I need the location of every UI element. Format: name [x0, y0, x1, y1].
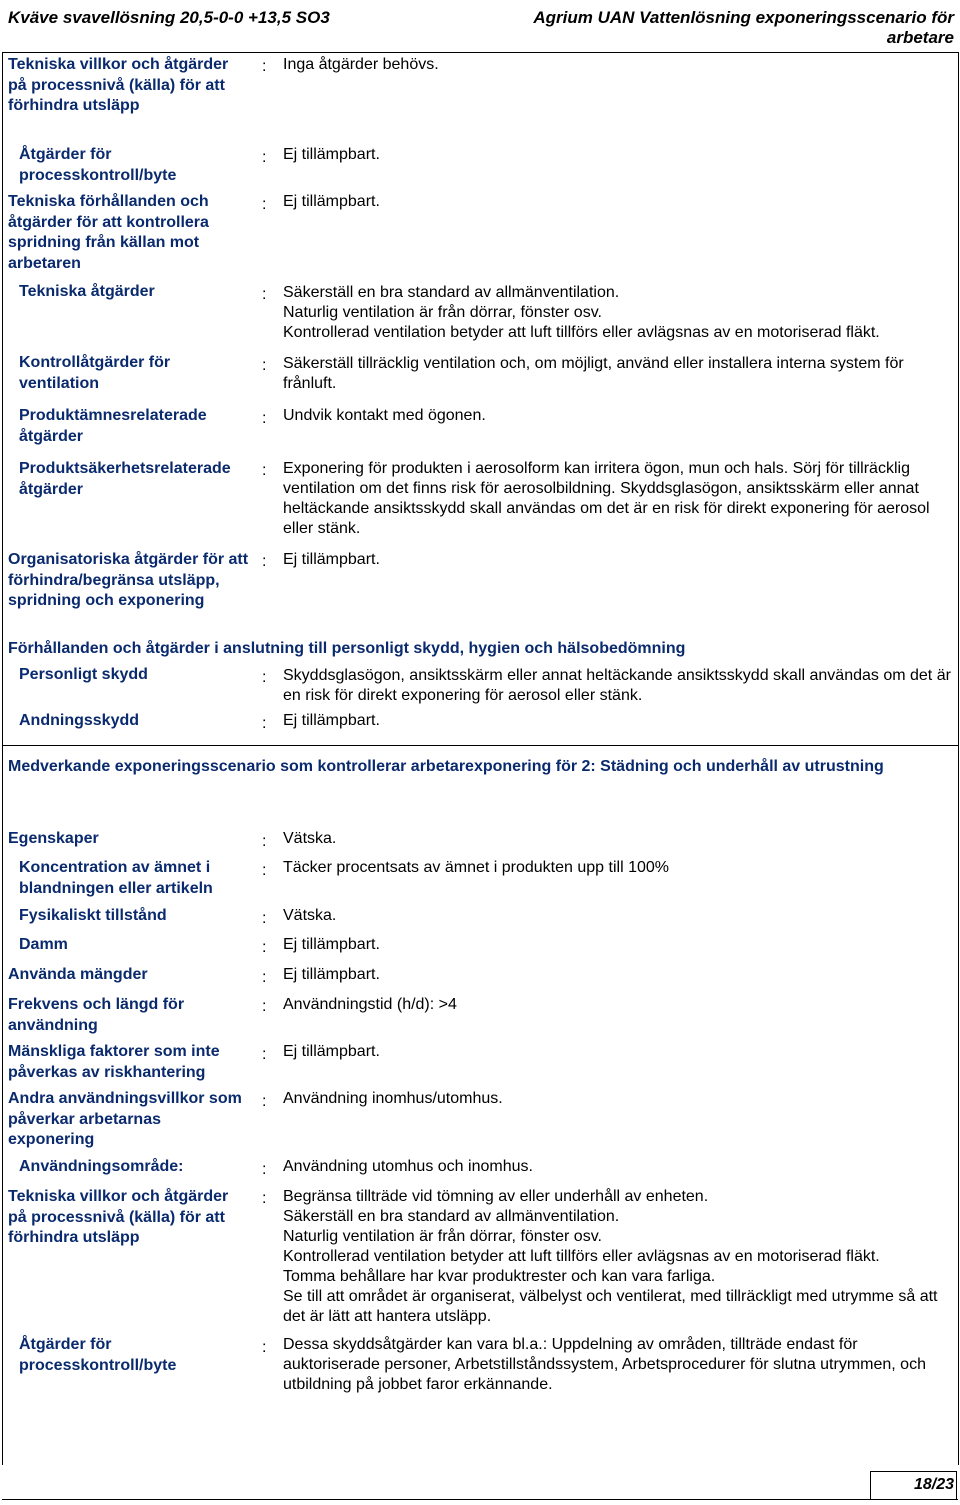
label-respiratory-protection: Andningsskydd: [19, 712, 140, 729]
colon: :: [262, 833, 267, 850]
colon: :: [262, 58, 267, 75]
value-organisational-measures: Ej tillämpbart.: [283, 551, 380, 568]
label-dust: Damm: [19, 936, 68, 953]
label-concentration: Koncentration av ämnet i blandningen eller artikeln: [19, 859, 213, 897]
value-technical-conditions-2: Begränsa tillträde vid tömning av eller underhåll av enheten. Säkerställ en bra standard av allmänventilation. Naturlig ventilation är från dörrar, fönster osv. Kontrollerad ventilation betyder att luft tillförs eller avlägsnas av en motoriserad fläkt. Tomma behållare har kvar produktrester och kan vara farliga. Se till att området är organiserat, välbelyst och ventilerat, med tillräckligt med utrymme så att det är lätt att hantera utsläpp.: [283, 1188, 938, 1325]
value-process-control: Ej tillämpbart.: [283, 146, 380, 163]
colon: :: [262, 410, 267, 427]
label-ventilation-control: Kontrollåtgärder för ventilation: [19, 354, 171, 392]
colon: :: [262, 862, 267, 879]
page-number: 18/23: [913, 1476, 954, 1493]
value-ventilation-control: Säkerställ tillräcklig ventilation och, om möjligt, använd eller installera interna system för frånluft.: [283, 355, 904, 392]
value-properties: Vätska.: [283, 830, 337, 847]
colon: :: [262, 715, 267, 732]
colon: :: [262, 1093, 267, 1110]
value-substance-measures: Undvik kontakt med ögonen.: [283, 407, 486, 424]
section-title-personal-protection: Förhållanden och åtgärder i anslutning till personligt skydd, hygien och hälsobedömning: [8, 640, 686, 657]
value-human-factors: Ej tillämpbart.: [283, 1043, 380, 1060]
label-technical-measures: Tekniska åtgärder: [19, 283, 155, 300]
colon: :: [262, 196, 267, 213]
colon: :: [262, 553, 267, 570]
colon: :: [262, 1339, 267, 1356]
colon: :: [262, 669, 267, 686]
section-title-cleaning-maintenance: Medverkande exponeringsscenario som kontrollerar arbetarexponering för 2: Städning och underhåll av utrustning: [8, 758, 884, 775]
value-process-control-2: Dessa skyddsåtgärder kan vara bl.a.: Uppdelning av områden, tillträde endast för auktoriserade personer, Arbetstillståndssystem, Arbetsprocedurer för slutna utrymmen, och utbildning på jobbet faror erkännande.: [283, 1336, 926, 1393]
value-technical-dispersion: Ej tillämpbart.: [283, 193, 380, 210]
label-substance-measures: Produktämnesrelaterade åtgärder: [19, 407, 207, 445]
document-header-product: Kväve svavellösning 20,5-0-0 +13,5 SO3: [8, 8, 330, 27]
label-other-conditions: Andra användningsvillkor som påverkar arbetarnas exponering: [8, 1090, 242, 1148]
label-technical-conditions-2: Tekniska villkor och åtgärder på processnivå (källa) för att förhindra utsläpp: [8, 1188, 229, 1246]
document-header-scenario: Agrium UAN Vattenlösning exponeringsscenario för arbetare: [533, 8, 954, 47]
label-amounts-used: Använda mängder: [8, 966, 148, 983]
colon: :: [262, 1046, 267, 1063]
label-technical-dispersion: Tekniska förhållanden och åtgärder för att kontrollera spridning från källan mot arbetaren: [8, 193, 209, 272]
value-technical-measures: Säkerställ en bra standard av allmänventilation. Naturlig ventilation är från dörrar, fönster osv. Kontrollerad ventilation betyder att luft tillförs eller avlägsnas av en motoriserad fläkt.: [283, 284, 880, 341]
label-properties: Egenskaper: [8, 830, 99, 847]
label-area-of-use: Användningsområde:: [19, 1158, 184, 1175]
colon: :: [262, 357, 267, 374]
label-product-safety-measures: Produktsäkerhetsrelaterade åtgärder: [19, 460, 231, 498]
colon: :: [262, 1190, 267, 1207]
value-product-safety-measures: Exponering för produkten i aerosolform kan irritera ögon, mun och hals. Sörj för tillräcklig ventilation om det finns risk för aerosolbildning. Skyddsglasögon, ansiktsskärm eller annat heltäckande ansiktsskydd skall användas om det är en risk för direkt exponering för aerosol eller stänk.: [283, 460, 930, 537]
value-concentration: Täcker procentsats av ämnet i produkten upp till 100%: [283, 859, 669, 876]
value-respiratory-protection: Ej tillämpbart.: [283, 712, 380, 729]
colon: :: [262, 1161, 267, 1178]
colon: :: [262, 910, 267, 927]
colon: :: [262, 286, 267, 303]
value-physical-state: Vätska.: [283, 907, 337, 924]
colon: :: [262, 939, 267, 956]
colon: :: [262, 149, 267, 166]
section-divider: [2, 745, 958, 746]
footer-line: [2, 1499, 958, 1500]
value-amounts-used: Ej tillämpbart.: [283, 966, 380, 983]
value-area-of-use: Användning utomhus och inomhus.: [283, 1158, 533, 1175]
colon: :: [262, 969, 267, 986]
value-dust: Ej tillämpbart.: [283, 936, 380, 953]
label-process-control-2: Åtgärder för processkontroll/byte: [19, 1336, 177, 1374]
label-physical-state: Fysikaliskt tillstånd: [19, 907, 167, 924]
label-personal-protection: Personligt skydd: [19, 666, 148, 683]
value-frequency-duration: Användningstid (h/d): >4: [283, 996, 457, 1013]
label-technical-conditions: Tekniska villkor och åtgärder på processnivå (källa) för att förhindra utsläpp: [8, 56, 229, 114]
label-frequency-duration: Frekvens och längd för användning: [8, 996, 185, 1034]
label-process-control: Åtgärder för processkontroll/byte: [19, 146, 177, 184]
colon: :: [262, 462, 267, 479]
label-organisational-measures: Organisatoriska åtgärder för att förhindra/begränsa utsläpp, spridning och exponering: [8, 551, 249, 609]
value-other-conditions: Användning inomhus/utomhus.: [283, 1090, 503, 1107]
label-human-factors: Mänskliga faktorer som inte påverkas av riskhantering: [8, 1043, 220, 1081]
colon: :: [262, 998, 267, 1015]
value-personal-protection: Skyddsglasögon, ansiktsskärm eller annat heltäckande ansiktsskydd skall användas om det är en risk för direkt exponering för aerosol eller stänk.: [283, 667, 951, 704]
value-technical-conditions: Inga åtgärder behövs.: [283, 56, 439, 73]
